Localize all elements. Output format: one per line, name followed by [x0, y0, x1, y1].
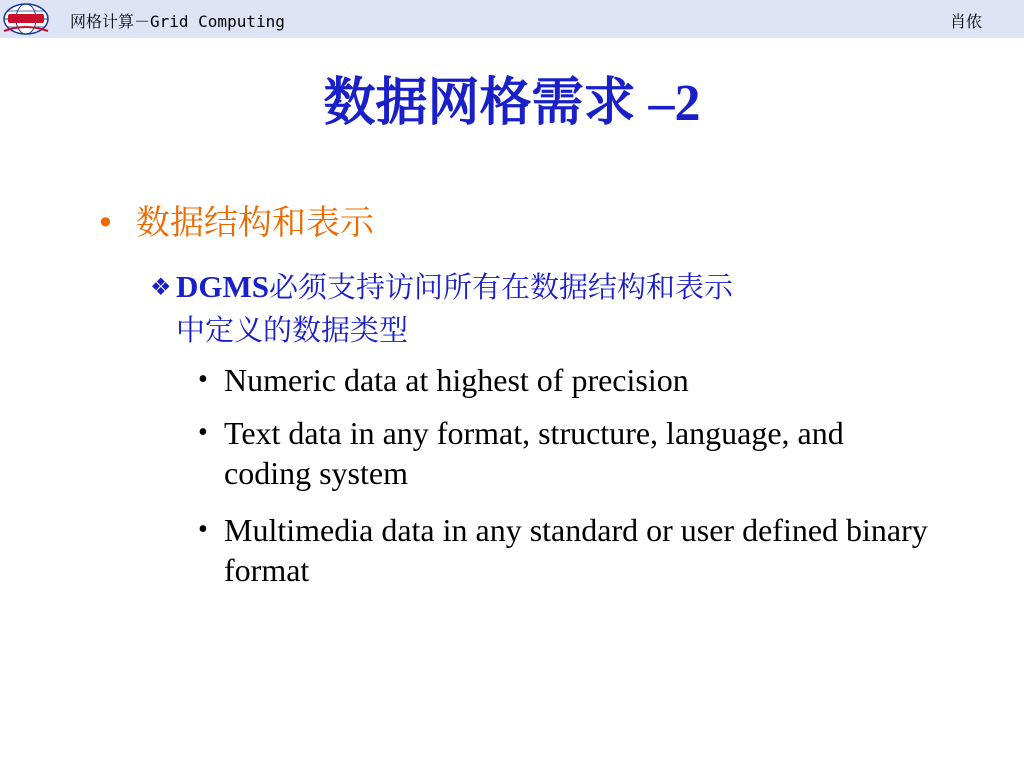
diamond-bullet-icon: ❖ — [150, 275, 172, 301]
bullet-icon: • — [198, 364, 208, 395]
level3-item — [198, 413, 938, 493]
bullet-icon: • — [198, 514, 208, 545]
level2-text-line1: 必须支持访问所有在数据结构和表示 — [269, 270, 734, 304]
slide-title — [0, 72, 1024, 135]
slide-title-number: –2 — [648, 75, 701, 132]
author-name: 肖侬 — [949, 12, 982, 31]
level3-item — [198, 510, 938, 590]
level3-text: Multimedia data in any standard or user defined binary format — [224, 512, 928, 588]
bullet-icon: • — [198, 417, 208, 448]
level3-text: Numeric data at highest of precision — [224, 362, 689, 398]
level3-text: Text data in any format, structure, language, and coding system — [224, 415, 844, 491]
header-bar — [0, 0, 1024, 38]
level1-item — [96, 203, 374, 244]
logo-icon — [2, 1, 50, 37]
bullet-icon: • — [96, 204, 115, 242]
level3-item — [198, 360, 938, 400]
level1-text: 数据结构和表示 — [136, 203, 374, 243]
level2-text-line2: 中定义的数据类型 — [176, 313, 409, 347]
level2-text-en: DGMS — [176, 269, 269, 304]
slide-title-text: 数据网格需求 — [323, 73, 636, 133]
course-title: 网格计算－Grid Computing — [70, 12, 285, 31]
level2-item — [150, 266, 950, 351]
